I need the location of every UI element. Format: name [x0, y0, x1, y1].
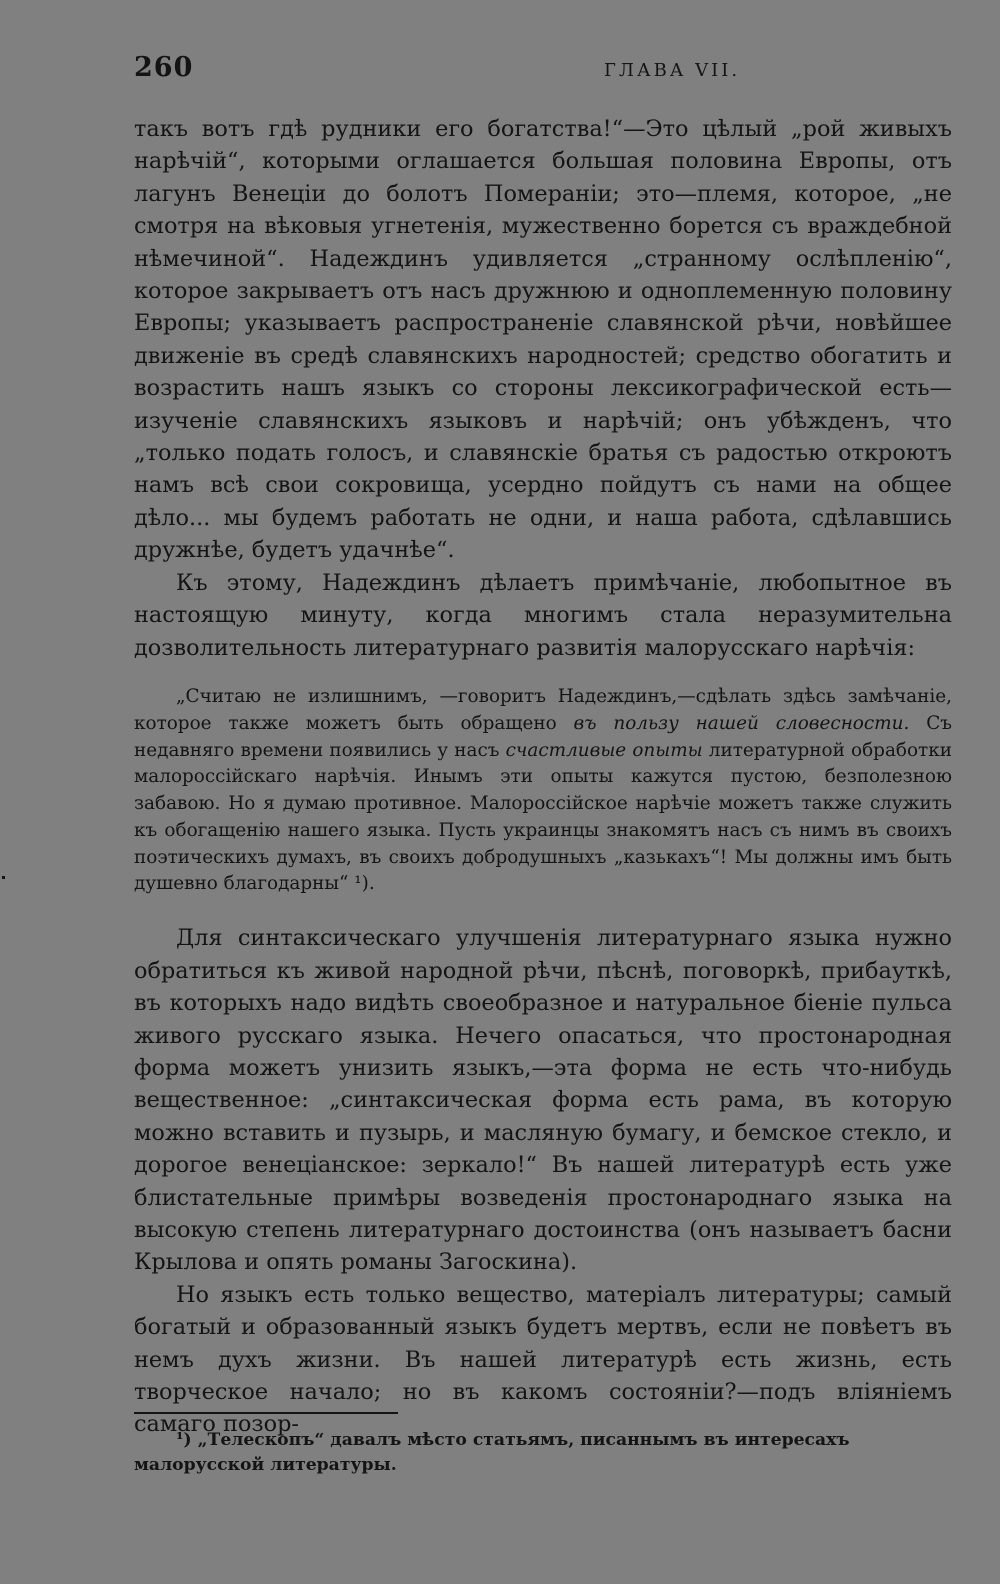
quote-text-1: „Считаю не излишнимъ, —говоритъ Надеждинъ,—сдѣлать здѣсь замѣчаніе, которое также можетъ быть обращено — [134, 685, 952, 734]
block-quote — [134, 684, 952, 898]
page-header — [134, 52, 952, 92]
footnote-divider — [134, 1412, 398, 1414]
margin-speck — [2, 876, 5, 879]
paragraph-note-intro: Къ этому, Надеждинъ дѣлаетъ примѣчаніе, любопытное въ настоящую минуту, когда многимъ стала неразумительна дозволительность литературнаго развитія малорусскаго нарѣчія: — [134, 569, 952, 661]
page-number: 260 — [134, 52, 194, 83]
quote-text-3: литературной обработки малороссійскаго нарѣчія. Инымъ эти опыты кажутся пустою, безполезною забавою. Но я думаю противное. Малороссійское нарѣчіе можетъ также служить къ обогащенію нашего языка. Пусть украинцы знакомятъ насъ съ нимъ въ своихъ поэтическихъ думахъ, въ своихъ добродушныхъ „казькахъ“! Мы должны имъ быть душевно благодарны“ ¹). — [134, 739, 952, 895]
quote-text-2: Съ недавняго времени появились у насъ — [134, 712, 952, 761]
paragraph-syntax: Для синтаксическаго улучшенія литературнаго языка нужно обратиться къ живой народной рѣчи, пѣснѣ, поговоркѣ, прибауткѣ, въ которыхъ надо видѣть своеобразное и натуральное біеніе пульса живого русскаго языка. Нечего опасаться, что простонародная форма можетъ унизить языкъ,—эта форма не есть что-нибудь вещественное: „синтаксическая форма есть рама, въ которую можно вставить и пузырь, и масляную бумагу, и бемское стекло, и дорогое венеціанское: зеркало!“ Въ нашей литературѣ есть уже блистательные примѣры возведенія простонароднаго языка на высокую степень литературнаго достоинства (онъ называетъ басни Крылова и опять романы Загоскина). — [134, 925, 952, 1276]
quote-emphasis-2: счастливые опыты — [505, 739, 703, 761]
main-text — [134, 113, 952, 1441]
footnote: ¹) „Телескопъ“ давалъ мѣсто статьямъ, писаннымъ въ интересахъ малорусской литературы. — [134, 1430, 850, 1475]
paragraph-continued: такъ вотъ гдѣ рудники его богатства!“—Это цѣлый „рой живыхъ нарѣчій“, которыми оглашается большая половина Европы, отъ лагунъ Венеціи до болотъ Помераніи; это—племя, которое, „не смотря на вѣковыя угнетенія, мужественно борется съ враждебной нѣмечиной“. Надеждинъ удивляется „странному ослѣпленію“, которое закрываетъ отъ насъ дружнюю и одноплеменную половину Европы; указываетъ распространеніе славянской рѣчи, новѣйшее движеніе въ средѣ славянскихъ народностей; средство обогатить и возрастить нашъ языкъ со стороны лексикографической есть—изученіе славянскихъ языковъ и нарѣчій; онъ убѣжденъ, что „только подать голосъ, и славянскіе братья съ радостью откроютъ намъ всѣ свои сокровища, усердно пойдутъ съ нами на общее дѣло... мы будемъ работать не одни, и наша работа, сдѣлавшись дружнѣе, будетъ удачнѣе“. — [134, 116, 952, 564]
quote-emphasis-1: въ пользу нашей словесности. — [573, 712, 910, 734]
paragraph-language: Но языкъ есть только вещество, матеріалъ литературы; самый богатый и образованный языкъ будетъ мертвъ, если не повѣетъ въ немъ духъ жизни. Въ нашей литературѣ есть жизнь, есть творческое начало; но въ какомъ состояніи?—подъ вліяніемъ самаго позор- — [134, 1281, 952, 1438]
chapter-running-head: ГЛАВА VII. — [604, 60, 741, 81]
